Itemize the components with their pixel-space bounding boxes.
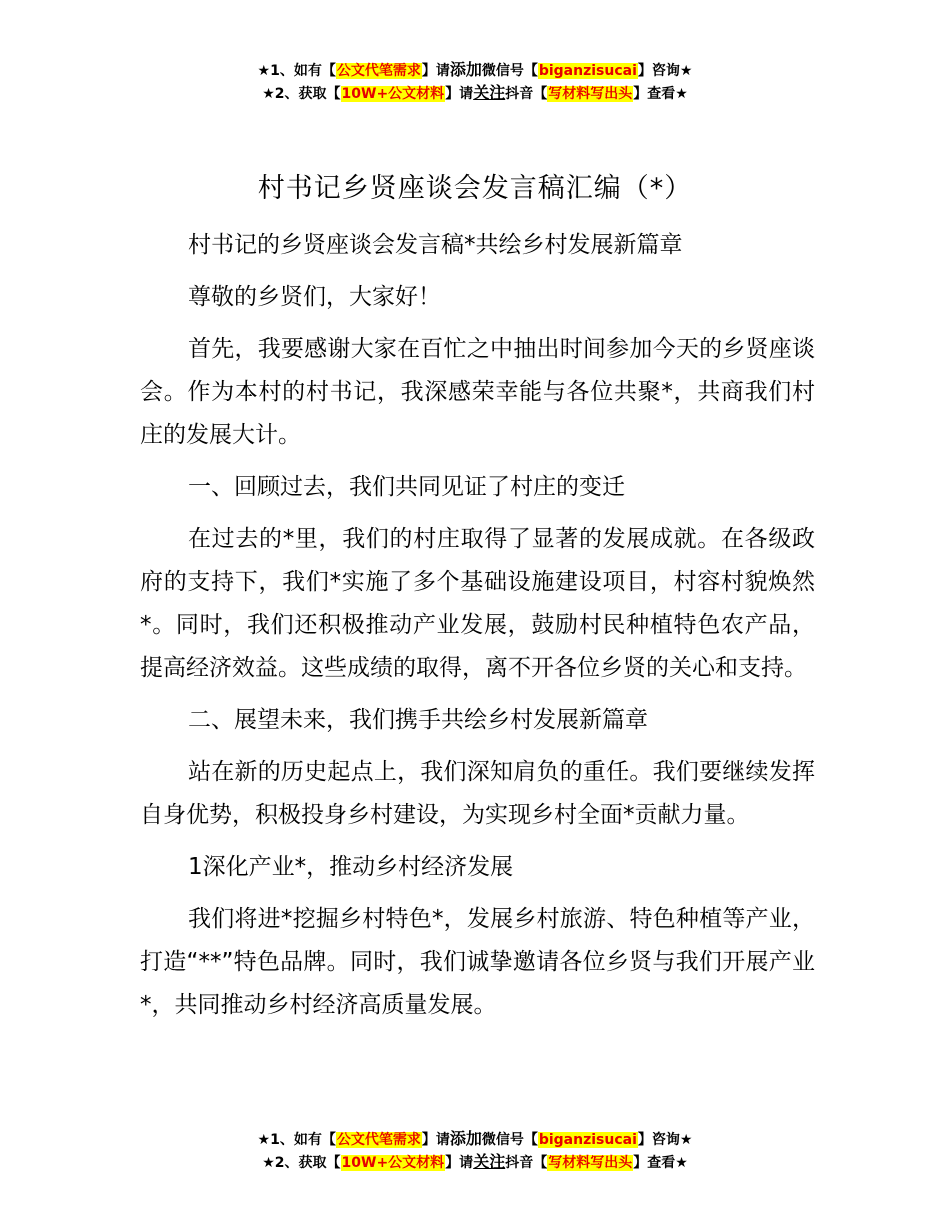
banner-line-1: [0, 1128, 950, 1151]
subsection-heading: 1深化产业*，推动乡村经济发展: [188, 854, 514, 880]
banner-text: 】请: [421, 63, 450, 79]
banner-text: 微信号【: [481, 63, 538, 79]
paragraph: 我们将进*挖掘乡村特色*，发展乡村旅游、特色种植等产业，打造“**”特色品牌。同时，我们诚挚邀请各位乡贤与我们开展产业*，共同推动乡村经济高质量发展。: [140, 906, 815, 1018]
banner-text: ★2、获取【: [262, 1155, 341, 1171]
paragraph: 在过去的*里，我们的村庄取得了显著的发展成就。在各级政府的支持下，我们*实施了多个基础设施建设项目，村容村貌焕然*。同时，我们还积极推动产业发展，鼓励村民种植特色农产品，提高经济效益。这些成绩的取得，离不开各位乡贤的关心和支持。: [140, 526, 815, 681]
paragraph: 村书记的乡贤座谈会发言稿*共绘乡村发展新篇章: [188, 232, 683, 258]
banner-emphasis: 关注: [473, 1152, 506, 1171]
highlight-douyin: 写材料写出头: [548, 1155, 633, 1171]
highlight-materials: 10W+公文材料: [341, 86, 445, 102]
banner-text: ★1、如有【: [257, 63, 336, 79]
banner-emphasis: 添加: [449, 60, 482, 79]
highlight-materials: 10W+公文材料: [341, 1155, 445, 1171]
highlight-wechat-id: biganzisucai: [538, 63, 637, 79]
banner-text: 】查看★: [633, 86, 688, 102]
banner-text: 】请: [421, 1132, 450, 1148]
paragraph: 尊敬的乡贤们，大家好！: [188, 284, 441, 310]
section-heading: 二、展望未来，我们携手共绘乡村发展新篇章: [188, 707, 648, 733]
banner-text: 】查看★: [633, 1155, 688, 1171]
banner-emphasis: 关注: [473, 83, 506, 102]
highlight-wechat-id: biganzisucai: [538, 1132, 637, 1148]
paragraph: 站在新的历史起点上，我们深知肩负的重任。我们要继续发挥自身优势，积极投身乡村建设，为实现乡村全面*贡献力量。: [140, 759, 815, 828]
highlight-douyin: 写材料写出头: [548, 86, 633, 102]
document-body: [140, 224, 815, 1036]
paragraph: 首先，我要感谢大家在百忙之中抽出时间参加今天的乡贤座谈会。作为本村的村书记，我深感荣幸能与各位共聚*，共商我们村庄的发展大计。: [140, 336, 815, 448]
banner-text: 】咨询★: [637, 63, 693, 79]
banner-text: 】咨询★: [637, 1132, 693, 1148]
highlight-service: 公文代笔需求: [336, 63, 421, 79]
banner-text: 】请: [445, 1155, 474, 1171]
banner-emphasis: 添加: [449, 1129, 482, 1148]
footer-banner: [0, 1128, 950, 1174]
document-title: 村书记乡贤座谈会发言稿汇编（*）: [257, 173, 693, 204]
banner-text: ★1、如有【: [257, 1132, 336, 1148]
banner-text: 抖音【: [505, 1155, 548, 1171]
banner-text: ★2、获取【: [262, 86, 341, 102]
banner-line-2: [0, 82, 950, 105]
header-banner: [0, 59, 950, 105]
banner-line-2: [0, 1151, 950, 1174]
banner-line-1: [0, 59, 950, 82]
highlight-service: 公文代笔需求: [336, 1132, 421, 1148]
banner-text: 抖音【: [505, 86, 548, 102]
banner-text: 】请: [445, 86, 474, 102]
banner-text: 微信号【: [481, 1132, 538, 1148]
section-heading: 一、回顾过去，我们共同见证了村庄的变迁: [188, 474, 625, 500]
